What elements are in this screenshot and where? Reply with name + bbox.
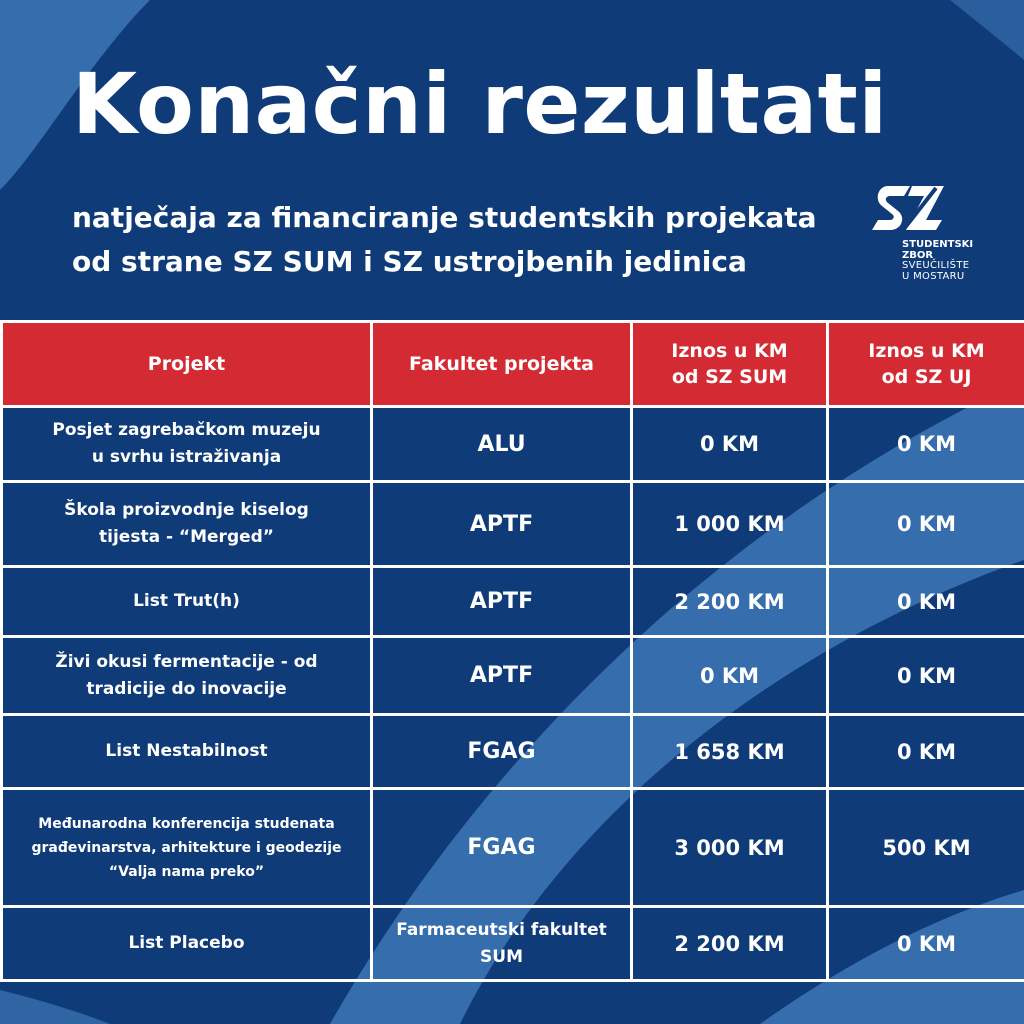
amount-sz-sum-cell: 1 658 KM — [632, 715, 828, 789]
results-table — [0, 320, 1024, 982]
page-title: Konačni rezultati — [72, 55, 888, 153]
amount-sz-uj-cell: 0 KM — [828, 637, 1024, 715]
column-header-fakultet: Fakultet projekta — [372, 322, 632, 407]
faculty-cell: FGAG — [372, 789, 632, 907]
amount-sz-uj-cell: 0 KM — [828, 715, 1024, 789]
table-header-row — [2, 322, 1024, 407]
amount-sz-uj-cell: 500 KM — [828, 789, 1024, 907]
project-cell: Škola proizvodnje kiselog tijesta - “Merged” — [2, 482, 372, 567]
table-row — [2, 482, 1024, 567]
faculty-cell: FGAG — [372, 715, 632, 789]
project-cell: Međunarodna konferencija studenata građevinarstva, arhitekture i geodezije “Valja nama preko” — [2, 789, 372, 907]
project-cell: List Placebo — [2, 907, 372, 981]
column-header-iznos-sz-uj: Iznos u KM od SZ UJ — [828, 322, 1024, 407]
project-cell: Živi okusi fermentacije - od tradicije do inovacije — [2, 637, 372, 715]
table-row — [2, 789, 1024, 907]
table-row — [2, 907, 1024, 981]
studentski-zbor-logo — [868, 184, 988, 284]
amount-sz-sum-cell: 2 200 KM — [632, 907, 828, 981]
table-row — [2, 637, 1024, 715]
logo-line-4: U MOSTARU — [902, 270, 965, 282]
sz-logo-mark-icon — [870, 184, 946, 236]
amount-sz-sum-cell: 2 200 KM — [632, 567, 828, 637]
table-row — [2, 407, 1024, 482]
table-row — [2, 715, 1024, 789]
column-header-iznos-sz-sum: Iznos u KM od SZ SUM — [632, 322, 828, 407]
logo-line-3: SVEUČILIŠTE — [902, 260, 970, 271]
amount-sz-uj-cell: 0 KM — [828, 482, 1024, 567]
faculty-cell: ALU — [372, 407, 632, 482]
amount-sz-uj-cell: 0 KM — [828, 907, 1024, 981]
faculty-cell: Farmaceutski fakultet SUM — [372, 907, 632, 981]
logo-wordmark — [902, 240, 973, 282]
subtitle-line-2: od strane SZ SUM i SZ ustrojbenih jedinica — [72, 245, 747, 278]
amount-sz-sum-cell: 1 000 KM — [632, 482, 828, 567]
amount-sz-sum-cell: 3 000 KM — [632, 789, 828, 907]
faculty-cell: APTF — [372, 482, 632, 567]
amount-sz-uj-cell: 0 KM — [828, 407, 1024, 482]
project-cell: Posjet zagrebačkom muzeju u svrhu istraživanja — [2, 407, 372, 482]
amount-sz-sum-cell: 0 KM — [632, 637, 828, 715]
subtitle-line-1: natječaja za financiranje studentskih projekata — [72, 201, 817, 234]
amount-sz-sum-cell: 0 KM — [632, 407, 828, 482]
faculty-cell: APTF — [372, 637, 632, 715]
page-subtitle — [72, 196, 872, 284]
logo-line-1: STUDENTSKI — [902, 239, 974, 250]
project-cell: List Trut(h) — [2, 567, 372, 637]
logo-line-2: ZBOR — [902, 249, 934, 261]
table-row — [2, 567, 1024, 637]
project-cell: List Nestabilnost — [2, 715, 372, 789]
amount-sz-uj-cell: 0 KM — [828, 567, 1024, 637]
faculty-cell: APTF — [372, 567, 632, 637]
column-header-projekt: Projekt — [2, 322, 372, 407]
